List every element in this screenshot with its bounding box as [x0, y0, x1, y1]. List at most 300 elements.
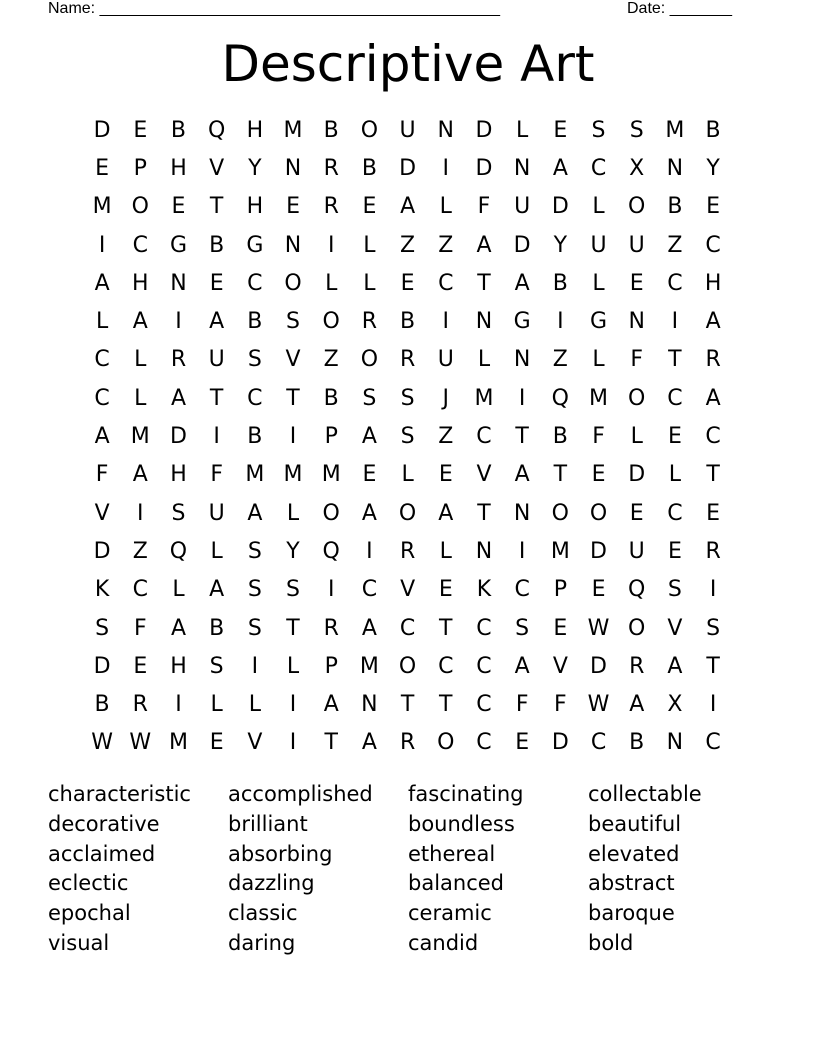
grid-letter: Q: [551, 385, 569, 411]
grid-row: [83, 149, 733, 187]
grid-letter: A: [705, 385, 721, 411]
grid-letter: E: [209, 270, 224, 296]
grid-letter: L: [592, 347, 605, 373]
grid-letter: E: [400, 270, 415, 296]
grid-letter: Q: [322, 538, 340, 564]
grid-letter: C: [247, 270, 263, 296]
grid-letter: C: [94, 385, 110, 411]
word-list-item: candid: [408, 930, 479, 955]
grid-letter: O: [437, 730, 455, 756]
grid-letter: I: [671, 309, 679, 335]
grid-letter: E: [438, 462, 453, 488]
grid-row: [83, 111, 733, 149]
grid-letter: C: [667, 385, 683, 411]
grid-letter: N: [284, 155, 302, 181]
grid-letter: A: [705, 309, 721, 335]
grid-letter: O: [398, 653, 417, 679]
grid-letter: V: [94, 500, 110, 526]
grid-letter: P: [133, 155, 147, 181]
grid-letter: I: [213, 424, 220, 450]
grid-letter: C: [361, 577, 378, 603]
grid-row: [83, 379, 733, 417]
grid-letter: O: [322, 500, 340, 526]
grid-letter: I: [709, 692, 717, 718]
grid-letter: F: [133, 615, 147, 641]
grid-letter: G: [513, 309, 531, 335]
word-list-item: abstract: [588, 871, 675, 896]
word-list-item: classic: [228, 901, 298, 926]
grid-letter: D: [93, 117, 111, 143]
grid-letter: I: [518, 385, 526, 411]
grid-letter: N: [475, 309, 493, 335]
grid-letter: E: [133, 117, 148, 143]
grid-letter: E: [629, 500, 644, 526]
grid-letter: C: [667, 500, 683, 526]
word-list-item: absorbing: [228, 841, 333, 866]
grid-letter: U: [514, 194, 531, 220]
grid-row: [83, 494, 733, 532]
grid-letter: C: [476, 424, 492, 450]
grid-letter: L: [325, 270, 338, 296]
grid-letter: M: [283, 462, 303, 488]
grid-letter: O: [628, 615, 646, 641]
grid-letter: O: [551, 500, 569, 526]
grid-letter: T: [553, 462, 568, 488]
grid-letter: D: [169, 424, 187, 450]
grid-letter: R: [323, 155, 339, 181]
grid-letter: E: [171, 194, 186, 220]
grid-letter: M: [92, 194, 112, 220]
grid-letter: I: [709, 577, 717, 603]
grid-letter: S: [591, 117, 606, 143]
grid-letter: M: [550, 538, 570, 564]
grid-letter: V: [285, 347, 301, 373]
grid-letter: Z: [667, 232, 683, 258]
word-list-item: decorative: [48, 811, 160, 836]
grid-letter: S: [400, 385, 415, 411]
grid-letter: T: [477, 500, 491, 526]
grid-letter: E: [706, 194, 721, 220]
grid-letter: C: [705, 424, 721, 450]
word-list-item: ceramic: [408, 901, 492, 926]
word-list-item: balanced: [408, 871, 505, 896]
grid-letter: M: [321, 462, 341, 488]
grid-letter: H: [246, 194, 264, 220]
grid-letter: S: [247, 538, 262, 564]
grid-letter: S: [667, 577, 682, 603]
word-list-item: acclaimed: [48, 841, 156, 866]
grid-letter: O: [360, 347, 379, 373]
grid-letter: A: [361, 730, 377, 756]
grid-letter: I: [251, 653, 259, 679]
grid-letter: S: [171, 500, 186, 526]
grid-letter: C: [132, 577, 148, 603]
grid-letter: Z: [132, 538, 148, 564]
grid-row: [83, 571, 733, 609]
grid-letter: I: [137, 500, 144, 526]
grid-letter: C: [514, 577, 530, 603]
grid-letter: S: [629, 117, 644, 143]
grid-letter: V: [552, 653, 568, 679]
grid-letter: L: [134, 385, 147, 411]
grid-letter: C: [667, 270, 683, 296]
grid-letter: B: [94, 692, 110, 718]
grid-letter: A: [361, 424, 377, 450]
grid-letter: Y: [286, 538, 300, 564]
grid-letter: I: [175, 309, 182, 335]
word-list-item: ethereal: [408, 841, 496, 866]
grid-row: [83, 302, 733, 340]
grid-letter: A: [552, 155, 568, 181]
word-list-item: epochal: [48, 901, 131, 926]
grid-letter: C: [438, 653, 454, 679]
grid-letter: R: [399, 730, 416, 756]
grid-row: [83, 456, 733, 494]
word-list-item: collectable: [588, 782, 702, 806]
grid-letter: S: [706, 615, 721, 641]
grid-letter: T: [209, 194, 224, 220]
grid-letter: B: [552, 424, 568, 450]
grid-letter: P: [553, 577, 567, 603]
grid-letter: L: [477, 347, 491, 373]
word-list-item: eclectic: [48, 871, 129, 896]
grid-letter: T: [209, 385, 224, 411]
grid-letter: C: [247, 385, 263, 411]
grid-letter: V: [247, 730, 263, 756]
grid-letter: L: [286, 653, 300, 679]
grid-letter: L: [95, 309, 109, 335]
word-list-item: bold: [588, 930, 634, 955]
grid-letter: Y: [248, 155, 262, 181]
grid-letter: T: [400, 692, 415, 718]
grid-letter: Z: [323, 347, 339, 373]
grid-letter: A: [132, 309, 148, 335]
grid-letter: V: [400, 577, 416, 603]
grid-letter: F: [630, 347, 644, 373]
grid-letter: O: [628, 385, 646, 411]
grid-letter: S: [247, 577, 262, 603]
grid-letter: N: [437, 117, 455, 143]
word-list-item: dazzling: [228, 871, 315, 896]
grid-letter: I: [289, 424, 297, 450]
grid-letter: O: [398, 500, 417, 526]
grid-letter: L: [516, 117, 529, 143]
grid-letter: R: [399, 347, 416, 373]
grid-letter: L: [172, 577, 185, 603]
grid-letter: E: [629, 270, 644, 296]
grid-letter: E: [362, 462, 377, 488]
grid-letter: W: [587, 692, 610, 718]
grid-letter: Z: [438, 232, 454, 258]
grid-letter: B: [552, 270, 568, 296]
grid-letter: I: [518, 538, 526, 564]
grid-letter: B: [400, 309, 416, 335]
grid-letter: B: [323, 117, 339, 143]
grid-letter: T: [439, 615, 453, 641]
grid-letter: M: [245, 462, 265, 488]
grid-letter: A: [209, 309, 225, 335]
grid-letter: L: [363, 270, 376, 296]
grid-letter: C: [476, 692, 492, 718]
grid-letter: U: [399, 117, 416, 143]
grid-letter: E: [706, 500, 721, 526]
grid-letter: A: [170, 385, 186, 411]
grid-letter: S: [209, 653, 224, 679]
grid-letter: H: [170, 155, 187, 181]
grid-letter: W: [129, 730, 152, 756]
grid-letter: T: [706, 653, 720, 679]
grid-letter: E: [286, 194, 300, 220]
grid-letter: S: [95, 615, 110, 641]
grid-letter: I: [98, 232, 106, 258]
grid-letter: A: [361, 615, 377, 641]
date-field-line: Date: _______: [627, 0, 732, 17]
grid-letter: N: [513, 347, 531, 373]
grid-letter: D: [628, 462, 646, 488]
grid-letter: A: [514, 653, 530, 679]
letter-grid: [83, 111, 733, 762]
name-field-line: Name: _____________________________________________: [48, 0, 500, 17]
grid-letter: B: [247, 309, 263, 335]
grid-letter: N: [170, 270, 187, 296]
grid-letter: L: [286, 500, 300, 526]
grid-letter: C: [132, 232, 148, 258]
word-list-item: boundless: [408, 811, 515, 836]
grid-letter: I: [175, 692, 182, 718]
grid-letter: R: [705, 538, 721, 564]
grid-letter: K: [94, 577, 110, 603]
grid-letter: B: [667, 194, 683, 220]
grid-letter: I: [327, 232, 335, 258]
page-title: Descriptive Art: [221, 35, 595, 93]
grid-letter: L: [630, 424, 643, 450]
grid-letter: H: [132, 270, 149, 296]
grid-letter: L: [592, 270, 605, 296]
grid-letter: N: [284, 232, 302, 258]
grid-letter: L: [134, 347, 147, 373]
grid-letter: E: [209, 730, 224, 756]
grid-row: [83, 226, 733, 264]
word-list-item: elevated: [588, 841, 680, 866]
grid-letter: N: [361, 692, 378, 718]
grid-row: [83, 647, 733, 685]
grid-letter: D: [475, 117, 493, 143]
grid-letter: C: [590, 730, 607, 756]
grid-letter: C: [438, 270, 454, 296]
grid-letter: U: [208, 500, 225, 526]
grid-letter: Z: [552, 347, 568, 373]
grid-letter: A: [400, 194, 416, 220]
grid-letter: X: [629, 155, 645, 181]
word-list-item: accomplished: [228, 782, 373, 806]
grid-letter: L: [363, 232, 376, 258]
grid-letter: O: [360, 117, 379, 143]
grid-letter: H: [246, 117, 264, 143]
grid-letter: V: [667, 615, 683, 641]
grid-letter: L: [248, 692, 261, 718]
grid-letter: O: [131, 194, 149, 220]
grid-letter: N: [666, 155, 684, 181]
grid-letter: A: [629, 692, 645, 718]
grid-letter: D: [551, 194, 569, 220]
grid-letter: S: [286, 577, 301, 603]
grid-letter: R: [170, 347, 187, 373]
grid-row: [83, 417, 733, 455]
grid-letter: A: [514, 462, 530, 488]
grid-letter: H: [170, 653, 187, 679]
grid-letter: R: [705, 347, 721, 373]
grid-letter: M: [359, 653, 379, 679]
grid-letter: U: [437, 347, 454, 373]
grid-letter: C: [705, 232, 721, 258]
grid-letter: B: [247, 424, 263, 450]
grid-letter: A: [247, 500, 263, 526]
grid-letter: U: [590, 232, 607, 258]
grid-letter: W: [587, 615, 610, 641]
grid-letter: M: [474, 385, 494, 411]
grid-letter: U: [628, 538, 645, 564]
grid-letter: C: [94, 347, 110, 373]
grid-letter: Y: [706, 155, 720, 181]
grid-letter: P: [324, 424, 338, 450]
grid-letter: F: [95, 462, 109, 488]
grid-letter: I: [442, 309, 450, 335]
grid-letter: E: [553, 117, 568, 143]
grid-letter: N: [628, 309, 645, 335]
grid-letter: K: [476, 577, 492, 603]
grid-letter: G: [590, 309, 608, 335]
grid-letter: I: [366, 538, 373, 564]
grid-letter: C: [399, 615, 416, 641]
grid-letter: H: [704, 270, 722, 296]
grid-letter: T: [668, 347, 682, 373]
grid-letter: E: [362, 194, 377, 220]
grid-letter: O: [284, 270, 302, 296]
grid-letter: E: [667, 424, 682, 450]
grid-letter: D: [93, 538, 111, 564]
grid-letter: E: [95, 155, 110, 181]
grid-letter: J: [442, 385, 450, 411]
grid-letter: A: [667, 653, 683, 679]
grid-letter: D: [513, 232, 531, 258]
grid-letter: Q: [628, 577, 646, 603]
grid-letter: A: [94, 424, 110, 450]
grid-letter: C: [476, 653, 492, 679]
grid-letter: R: [323, 615, 339, 641]
grid-letter: F: [515, 692, 529, 718]
grid-letter: G: [246, 232, 264, 258]
grid-letter: R: [361, 309, 378, 335]
grid-letter: E: [133, 653, 148, 679]
grid-letter: Z: [438, 424, 454, 450]
grid-row: [83, 609, 733, 647]
grid-letter: M: [283, 117, 303, 143]
grid-letter: T: [515, 424, 529, 450]
grid-letter: B: [629, 730, 645, 756]
grid-letter: F: [210, 462, 223, 488]
grid-letter: B: [361, 155, 377, 181]
grid-letter: T: [439, 692, 453, 718]
grid-letter: O: [322, 309, 340, 335]
word-list-item: beautiful: [588, 811, 682, 836]
grid-letter: C: [476, 730, 492, 756]
grid-letter: O: [589, 500, 608, 526]
grid-letter: E: [515, 730, 530, 756]
grid-letter: R: [629, 653, 645, 679]
grid-row: [83, 188, 733, 226]
grid-letter: M: [168, 730, 188, 756]
grid-letter: W: [91, 730, 113, 756]
grid-letter: N: [475, 538, 493, 564]
grid-letter: S: [515, 615, 530, 641]
grid-letter: L: [592, 194, 605, 220]
grid-letter: F: [592, 424, 605, 450]
grid-row: [83, 264, 733, 302]
grid-letter: A: [476, 232, 492, 258]
grid-letter: F: [477, 194, 491, 220]
word-list-item: characteristic: [48, 782, 191, 806]
grid-letter: U: [208, 347, 225, 373]
grid-letter: X: [667, 692, 683, 718]
grid-letter: A: [209, 577, 225, 603]
grid-letter: M: [589, 385, 609, 411]
word-list-item: daring: [228, 930, 296, 955]
grid-letter: E: [553, 615, 568, 641]
grid-letter: N: [513, 155, 531, 181]
grid-letter: D: [590, 653, 607, 679]
grid-row: [83, 724, 733, 762]
grid-letter: S: [247, 615, 262, 641]
word-list: [48, 780, 768, 959]
grid-letter: H: [170, 462, 187, 488]
grid-letter: O: [628, 194, 646, 220]
grid-letter: L: [439, 194, 452, 220]
grid-letter: I: [442, 155, 450, 181]
grid-letter: A: [323, 692, 339, 718]
grid-letter: N: [513, 500, 531, 526]
grid-row: [83, 532, 733, 570]
grid-letter: D: [93, 653, 111, 679]
grid-letter: T: [477, 270, 491, 296]
grid-letter: L: [668, 462, 682, 488]
grid-letter: B: [209, 615, 225, 641]
grid-letter: T: [286, 615, 300, 641]
grid-letter: M: [130, 424, 150, 450]
grid-letter: R: [323, 194, 339, 220]
grid-letter: S: [400, 424, 415, 450]
word-list-item: brilliant: [228, 811, 308, 836]
grid-letter: T: [324, 730, 338, 756]
grid-letter: E: [591, 462, 606, 488]
grid-letter: A: [94, 270, 110, 296]
grid-letter: E: [667, 538, 682, 564]
grid-letter: F: [554, 692, 567, 718]
grid-letter: Y: [553, 232, 568, 258]
grid-letter: B: [323, 385, 339, 411]
grid-letter: I: [289, 730, 297, 756]
grid-letter: I: [557, 309, 564, 335]
grid-letter: T: [706, 462, 720, 488]
grid-letter: I: [289, 692, 297, 718]
grid-letter: D: [399, 155, 417, 181]
grid-letter: B: [209, 232, 225, 258]
grid-letter: V: [209, 155, 225, 181]
grid-letter: A: [170, 615, 186, 641]
grid-row: [83, 685, 733, 723]
grid-letter: S: [247, 347, 262, 373]
grid-letter: D: [590, 538, 607, 564]
grid-letter: E: [438, 577, 453, 603]
